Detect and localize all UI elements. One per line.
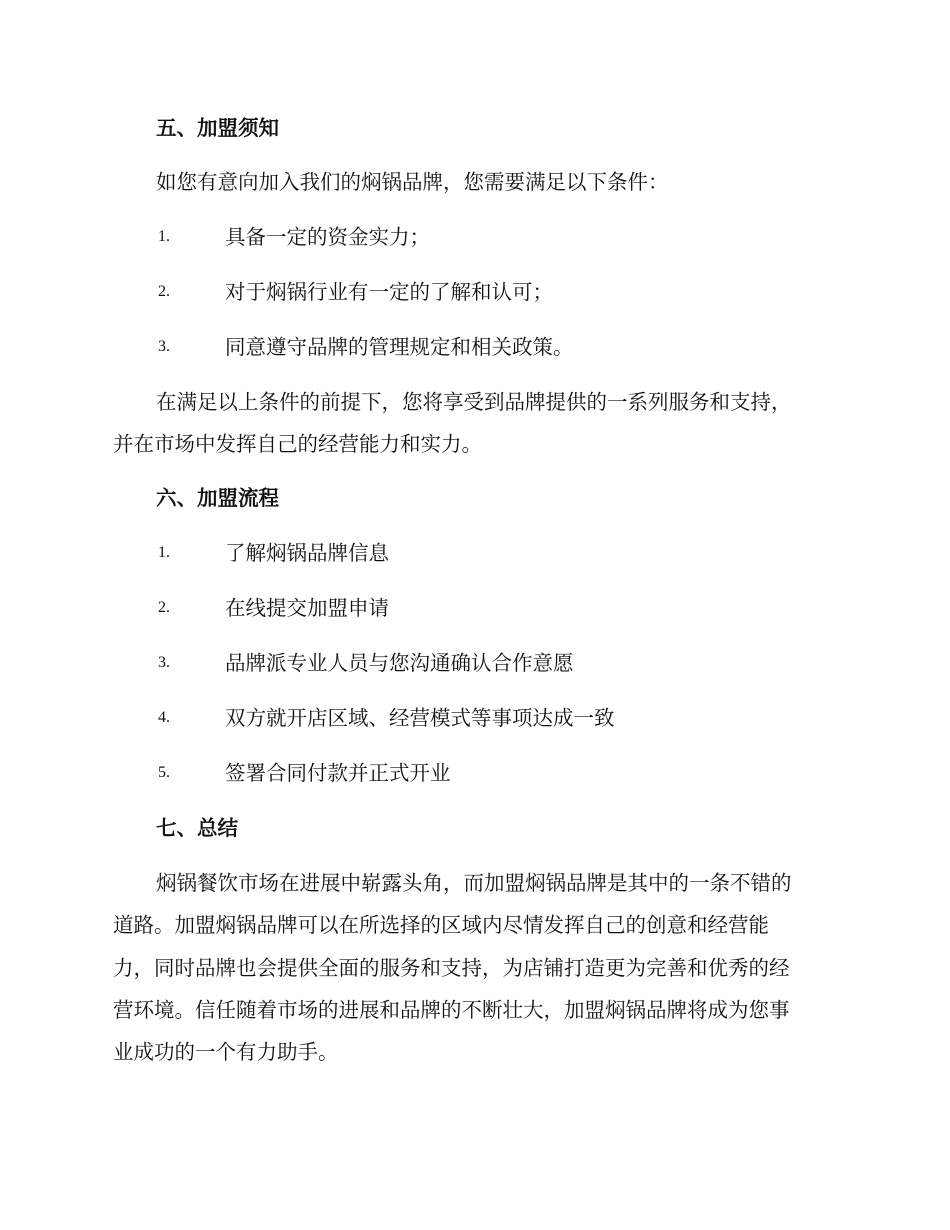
list-item: 在线提交加盟申请 <box>225 596 389 620</box>
list-item: 签署合同付款并正式开业 <box>225 761 451 785</box>
section-heading-7: 七、总结 <box>156 816 238 840</box>
list-number: 3. <box>158 338 170 355</box>
summary-line-2: 道路。加盟焖锅品牌可以在所选择的区域内尽情发挥自己的创意和经营能 <box>113 913 769 937</box>
summary-line-3: 力，同时品牌也会提供全面的服务和支持，为店铺打造更为完善和优秀的经 <box>113 956 790 980</box>
list-number: 2. <box>158 283 170 300</box>
list-item: 对于焖锅行业有一定的了解和认可； <box>225 280 553 304</box>
list-item: 了解焖锅品牌信息 <box>225 541 389 565</box>
list-number: 4. <box>158 709 170 726</box>
section-heading-6: 六、加盟流程 <box>156 486 279 510</box>
list-number: 3. <box>158 654 170 671</box>
summary-line-4: 营环境。信任随着市场的进展和品牌的不断壮大，加盟焖锅品牌将成为您事 <box>113 998 790 1022</box>
list-number: 2. <box>158 599 170 616</box>
list-number: 1. <box>158 544 170 561</box>
list-number: 5. <box>158 764 170 781</box>
list-item: 具备一定的资金实力； <box>225 225 430 249</box>
list-number: 1. <box>158 228 170 245</box>
list-item: 双方就开店区域、经营模式等事项达成一致 <box>225 706 615 730</box>
section-5-paragraph-line-2: 并在市场中发挥自己的经营能力和实力。 <box>113 432 482 456</box>
section-heading-5: 五、加盟须知 <box>156 116 279 140</box>
list-item: 同意遵守品牌的管理规定和相关政策。 <box>225 335 574 359</box>
summary-line-1: 焖锅餐饮市场在进展中崭露头角，而加盟焖锅品牌是其中的一条不错的 <box>156 871 792 895</box>
list-item: 品牌派专业人员与您沟通确认合作意愿 <box>225 651 574 675</box>
summary-line-5: 业成功的一个有力助手。 <box>113 1040 339 1064</box>
section-5-intro: 如您有意向加入我们的焖锅品牌，您需要满足以下条件： <box>156 170 669 194</box>
section-5-paragraph-line-1: 在满足以上条件的前提下，您将享受到品牌提供的一系列服务和支持， <box>156 390 792 414</box>
